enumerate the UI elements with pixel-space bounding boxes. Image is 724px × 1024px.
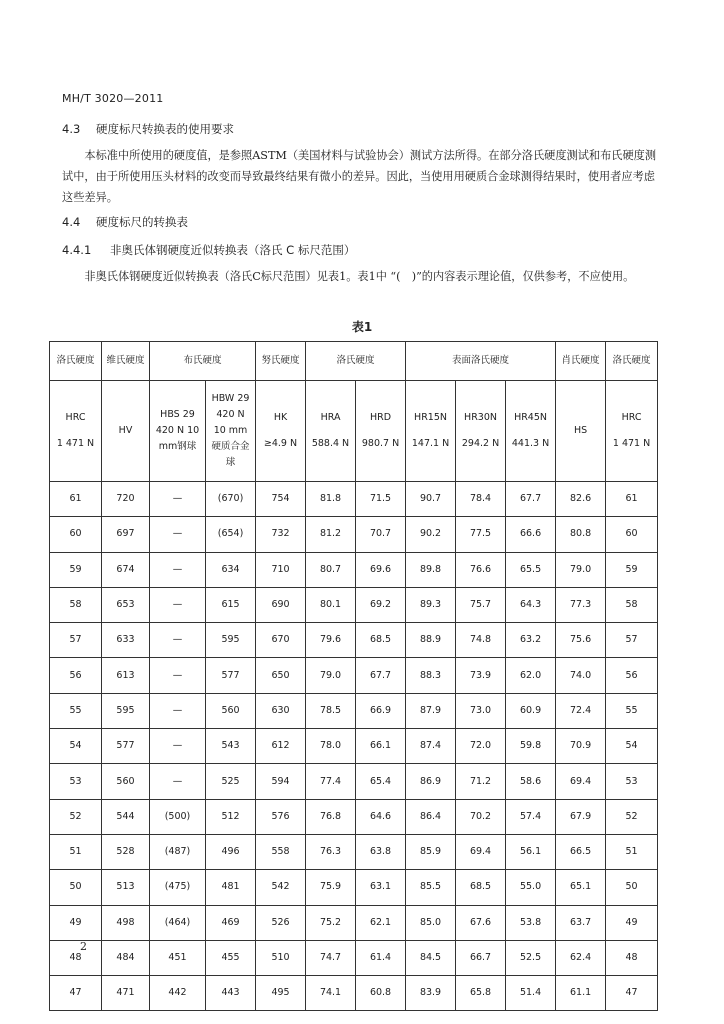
table-cell: 52.5 (506, 940, 556, 975)
table-cell: 68.5 (356, 623, 406, 658)
table-row (50, 482, 658, 517)
table-row (50, 976, 658, 1011)
table-cell: 81.8 (306, 482, 356, 517)
table-cell: 75.9 (306, 870, 356, 905)
table-cell: 510 (256, 940, 306, 975)
table-row (50, 764, 658, 799)
table-cell: 77.3 (556, 587, 606, 622)
table-cell: 83.9 (406, 976, 456, 1011)
table-cell: 89.3 (406, 587, 456, 622)
table-cell: 65.8 (456, 976, 506, 1011)
table-cell: 88.3 (406, 658, 456, 693)
table-cell: 471 (102, 976, 150, 1011)
table-cell: — (150, 729, 206, 764)
table-scale-header-row (50, 381, 658, 482)
table-cell: 89.8 (406, 552, 456, 587)
table-cell: 576 (256, 799, 306, 834)
section-4-3-heading (62, 121, 234, 137)
table-row (50, 587, 658, 622)
table-cell: 451 (150, 940, 206, 975)
table-cell: 80.8 (556, 517, 606, 552)
table-cell: 79.0 (306, 658, 356, 693)
table-cell: 513 (102, 870, 150, 905)
table-cell: 670 (256, 623, 306, 658)
table-cell: 57.4 (506, 799, 556, 834)
table-cell: 69.4 (556, 764, 606, 799)
table-cell: 85.0 (406, 905, 456, 940)
table-cell: 81.2 (306, 517, 356, 552)
table-cell: 61 (50, 482, 102, 517)
table-cell: 612 (256, 729, 306, 764)
section-4-4-1-heading (62, 242, 355, 258)
table-cell: 613 (102, 658, 150, 693)
table-cell: 77.4 (306, 764, 356, 799)
table-cell: 87.4 (406, 729, 456, 764)
table-cell: 76.3 (306, 834, 356, 869)
header-rockwell-c: 洛氏硬度 (50, 342, 102, 381)
table-cell: 67.7 (506, 482, 556, 517)
paragraph-hardness-source: 本标准中所使用的硬度值，是参照ASTM（美国材料与试验协会）测试方法所得。在部分洛氏硬度测试和布氏硬度测试中，由于所使用压头材料的改变而导致最终结果有微小的差异。因此，当使用用硬质合金球测得结果时，使用者应考虑这些差异。 (62, 149, 657, 204)
table-row (50, 623, 658, 658)
table-cell: 59.8 (506, 729, 556, 764)
table-cell: 512 (206, 799, 256, 834)
table-cell: 87.9 (406, 693, 456, 728)
table-cell: 66.6 (506, 517, 556, 552)
scale-name: HRD (369, 412, 392, 423)
table-cell: 78.0 (306, 729, 356, 764)
table-cell: 52 (50, 799, 102, 834)
table-cell: 58 (606, 587, 658, 622)
table-cell: (487) (150, 834, 206, 869)
scale-hbs: HBS 29 420 N 10 mm钢球 (150, 381, 206, 482)
table-cell: — (150, 517, 206, 552)
table-cell: 58 (50, 587, 102, 622)
table-cell: 720 (102, 482, 150, 517)
table-cell: 650 (256, 658, 306, 693)
table-cell: 61.4 (356, 940, 406, 975)
table-cell: 526 (256, 905, 306, 940)
table-row (50, 940, 658, 975)
table-cell: 86.9 (406, 764, 456, 799)
table-cell: 67.9 (556, 799, 606, 834)
table-cell: 577 (102, 729, 150, 764)
table-cell: — (150, 658, 206, 693)
table-cell: 653 (102, 587, 150, 622)
table-cell: 63.2 (506, 623, 556, 658)
table-cell: 674 (102, 552, 150, 587)
table-cell: 88.9 (406, 623, 456, 658)
table-cell: 544 (102, 799, 150, 834)
table-cell: 67.7 (356, 658, 406, 693)
header-knoop: 努氏硬度 (256, 342, 306, 381)
table-cell: 86.4 (406, 799, 456, 834)
scale-name: HK (273, 412, 288, 423)
scale-hr30n (456, 381, 506, 482)
section-number: 4.4.1 (62, 243, 92, 257)
table-cell: 70.2 (456, 799, 506, 834)
table-cell: — (150, 623, 206, 658)
table-cell: 633 (102, 623, 150, 658)
table-cell: 61 (606, 482, 658, 517)
scale-name: HR45N (514, 412, 548, 423)
table-cell: 72.0 (456, 729, 506, 764)
table-cell: 484 (102, 940, 150, 975)
table-cell: 558 (256, 834, 306, 869)
scale-load: 588.4 N (311, 438, 350, 449)
table-cell: 615 (206, 587, 256, 622)
hardness-conversion-table (49, 341, 658, 1011)
table-row (50, 517, 658, 552)
table-cell: 66.9 (356, 693, 406, 728)
table-cell: — (150, 693, 206, 728)
table-cell: (670) (206, 482, 256, 517)
table-cell: 51.4 (506, 976, 556, 1011)
table-cell: 79.0 (556, 552, 606, 587)
header-rockwell: 洛氏硬度 (306, 342, 406, 381)
table-cell: 54 (50, 729, 102, 764)
table-cell: 50 (50, 870, 102, 905)
table-cell: 60 (606, 517, 658, 552)
table-cell: 594 (256, 764, 306, 799)
table-cell: 75.6 (556, 623, 606, 658)
section-title: 硬度标尺的转换表 (96, 215, 188, 229)
table-cell: — (150, 764, 206, 799)
scale-name: HR30N (464, 412, 497, 423)
table-row (50, 693, 658, 728)
table-cell: 75.2 (306, 905, 356, 940)
scale-hr45n (506, 381, 556, 482)
scale-load: ≥4.9 N (263, 438, 298, 449)
table-cell: 66.7 (456, 940, 506, 975)
header-rockwell-c-right: 洛氏硬度 (606, 342, 658, 381)
table-cell: 48 (606, 940, 658, 975)
table-cell: 73.9 (456, 658, 506, 693)
table-row (50, 658, 658, 693)
table-cell: 60.8 (356, 976, 406, 1011)
section-title: 非奥氏体钢硬度近似转换表（洛氏 C 标尺范围） (110, 243, 356, 257)
scale-hrc-right (606, 381, 658, 482)
table-cell: 76.8 (306, 799, 356, 834)
table-cell: 75.7 (456, 587, 506, 622)
table-cell: 62.4 (556, 940, 606, 975)
document-id-header: MH/T 3020—2011 (62, 92, 164, 105)
scale-load: 147.1 N (411, 438, 450, 449)
paragraph-table-reference: 非奥氏体钢硬度近似转换表（洛氏C标尺范围）见表1。表1中 “( )”的内容表示理论值，仅供参考，不应使用。 (84, 270, 635, 283)
table-cell: 65.4 (356, 764, 406, 799)
table-cell: (500) (150, 799, 206, 834)
table-cell: 455 (206, 940, 256, 975)
table-cell: 66.1 (356, 729, 406, 764)
table-row (50, 799, 658, 834)
table-cell: 481 (206, 870, 256, 905)
table-cell: 56 (50, 658, 102, 693)
scale-hk (256, 381, 306, 482)
section-title: 硬度标尺转换表的使用要求 (96, 122, 234, 136)
table-cell: 60 (50, 517, 102, 552)
table-cell: 90.7 (406, 482, 456, 517)
table-cell: 51 (606, 834, 658, 869)
table-cell: 48 (50, 940, 102, 975)
table-cell: 57 (606, 623, 658, 658)
table-cell: 70.9 (556, 729, 606, 764)
table-cell: 58.6 (506, 764, 556, 799)
table-cell: 754 (256, 482, 306, 517)
table-cell: 80.1 (306, 587, 356, 622)
table-caption: 表1 (351, 320, 373, 334)
table-cell: 62.0 (506, 658, 556, 693)
table-cell: 90.2 (406, 517, 456, 552)
table-cell: 732 (256, 517, 306, 552)
section-number: 4.4 (62, 215, 81, 229)
section-number: 4.3 (62, 122, 81, 136)
table-cell: 63.1 (356, 870, 406, 905)
table-cell: 57 (50, 623, 102, 658)
scale-hr15n (406, 381, 456, 482)
table-cell: 66.5 (556, 834, 606, 869)
scale-hs: HS (556, 381, 606, 482)
scale-load: 1 471 N (56, 438, 95, 449)
table-cell: 82.6 (556, 482, 606, 517)
table-cell: 77.5 (456, 517, 506, 552)
table-cell: 74.7 (306, 940, 356, 975)
table-cell: 64.6 (356, 799, 406, 834)
table-cell: 56.1 (506, 834, 556, 869)
table-cell: 63.8 (356, 834, 406, 869)
table-cell: 528 (102, 834, 150, 869)
table-cell: 443 (206, 976, 256, 1011)
scale-load: 980.7 N (361, 438, 400, 449)
table-cell: 595 (206, 623, 256, 658)
table-cell: 59 (606, 552, 658, 587)
header-vickers: 维氏硬度 (102, 342, 150, 381)
table-cell: 595 (102, 693, 150, 728)
table-cell: (475) (150, 870, 206, 905)
table-cell: 61.1 (556, 976, 606, 1011)
table-cell: 60.9 (506, 693, 556, 728)
table-cell: 55 (50, 693, 102, 728)
scale-hbw: HBW 29 420 N 10 mm硬质合金球 (206, 381, 256, 482)
table-cell: 78.4 (456, 482, 506, 517)
table-cell: 543 (206, 729, 256, 764)
table-cell: 442 (150, 976, 206, 1011)
table-cell: 85.5 (406, 870, 456, 905)
table-cell: 525 (206, 764, 256, 799)
table-cell: — (150, 587, 206, 622)
table-cell: 469 (206, 905, 256, 940)
table-cell: — (150, 482, 206, 517)
table-cell: 498 (102, 905, 150, 940)
table-cell: 59 (50, 552, 102, 587)
table-cell: 53.8 (506, 905, 556, 940)
scale-name: HRA (320, 412, 341, 423)
table-cell: 697 (102, 517, 150, 552)
table-cell: 542 (256, 870, 306, 905)
scale-hv: HV (102, 381, 150, 482)
table-cell: 560 (206, 693, 256, 728)
table-cell: 49 (50, 905, 102, 940)
table-cell: 67.6 (456, 905, 506, 940)
table-cell: 72.4 (556, 693, 606, 728)
table-cell: 64.3 (506, 587, 556, 622)
table-group-header-row (50, 342, 658, 381)
table-cell: 496 (206, 834, 256, 869)
header-brinell: 布氏硬度 (150, 342, 256, 381)
table-cell: 65.5 (506, 552, 556, 587)
table-cell: 74.0 (556, 658, 606, 693)
page-number: 2 (80, 940, 87, 953)
table-cell: 84.5 (406, 940, 456, 975)
table-cell: 69.2 (356, 587, 406, 622)
table-cell: 71.2 (456, 764, 506, 799)
table-row (50, 834, 658, 869)
header-shore: 肖氏硬度 (556, 342, 606, 381)
table-cell: 69.6 (356, 552, 406, 587)
scale-hrd (356, 381, 406, 482)
table-cell: 53 (50, 764, 102, 799)
table-cell: 690 (256, 587, 306, 622)
scale-load: 1 471 N (612, 438, 651, 449)
table-cell: 76.6 (456, 552, 506, 587)
table-cell: (654) (206, 517, 256, 552)
table-cell: 71.5 (356, 482, 406, 517)
table-cell: 74.1 (306, 976, 356, 1011)
table-cell: 52 (606, 799, 658, 834)
table-cell: 55 (606, 693, 658, 728)
scale-hra (306, 381, 356, 482)
scale-name: HR15N (414, 412, 447, 423)
table-cell: 62.1 (356, 905, 406, 940)
table-cell: 80.7 (306, 552, 356, 587)
table-cell: 50 (606, 870, 658, 905)
table-cell: 55.0 (506, 870, 556, 905)
table-cell: 73.0 (456, 693, 506, 728)
table-cell: 63.7 (556, 905, 606, 940)
scale-name: HRC (621, 412, 642, 423)
scale-load: 294.2 N (461, 438, 500, 449)
table-cell: 710 (256, 552, 306, 587)
table-cell: 65.1 (556, 870, 606, 905)
table-cell: — (150, 552, 206, 587)
table-cell: 54 (606, 729, 658, 764)
scale-load: 441.3 N (511, 438, 550, 449)
table-cell: 68.5 (456, 870, 506, 905)
table-cell: 634 (206, 552, 256, 587)
table-cell: 47 (606, 976, 658, 1011)
table-row (50, 870, 658, 905)
section-4-4-heading (62, 214, 188, 230)
table-cell: 79.6 (306, 623, 356, 658)
table-row (50, 552, 658, 587)
table-cell: (464) (150, 905, 206, 940)
table-cell: 577 (206, 658, 256, 693)
table-cell: 630 (256, 693, 306, 728)
scale-name: HRC (65, 412, 86, 423)
table-cell: 495 (256, 976, 306, 1011)
table-cell: 74.8 (456, 623, 506, 658)
table-cell: 49 (606, 905, 658, 940)
table-cell: 56 (606, 658, 658, 693)
table-cell: 85.9 (406, 834, 456, 869)
table-cell: 51 (50, 834, 102, 869)
table-row (50, 905, 658, 940)
table-row (50, 729, 658, 764)
scale-hrc (50, 381, 102, 482)
table-cell: 69.4 (456, 834, 506, 869)
table-cell: 560 (102, 764, 150, 799)
table-cell: 78.5 (306, 693, 356, 728)
table-cell: 70.7 (356, 517, 406, 552)
table-cell: 47 (50, 976, 102, 1011)
header-superficial-rockwell: 表面洛氏硬度 (406, 342, 556, 381)
table-cell: 53 (606, 764, 658, 799)
table-body (50, 482, 658, 1011)
